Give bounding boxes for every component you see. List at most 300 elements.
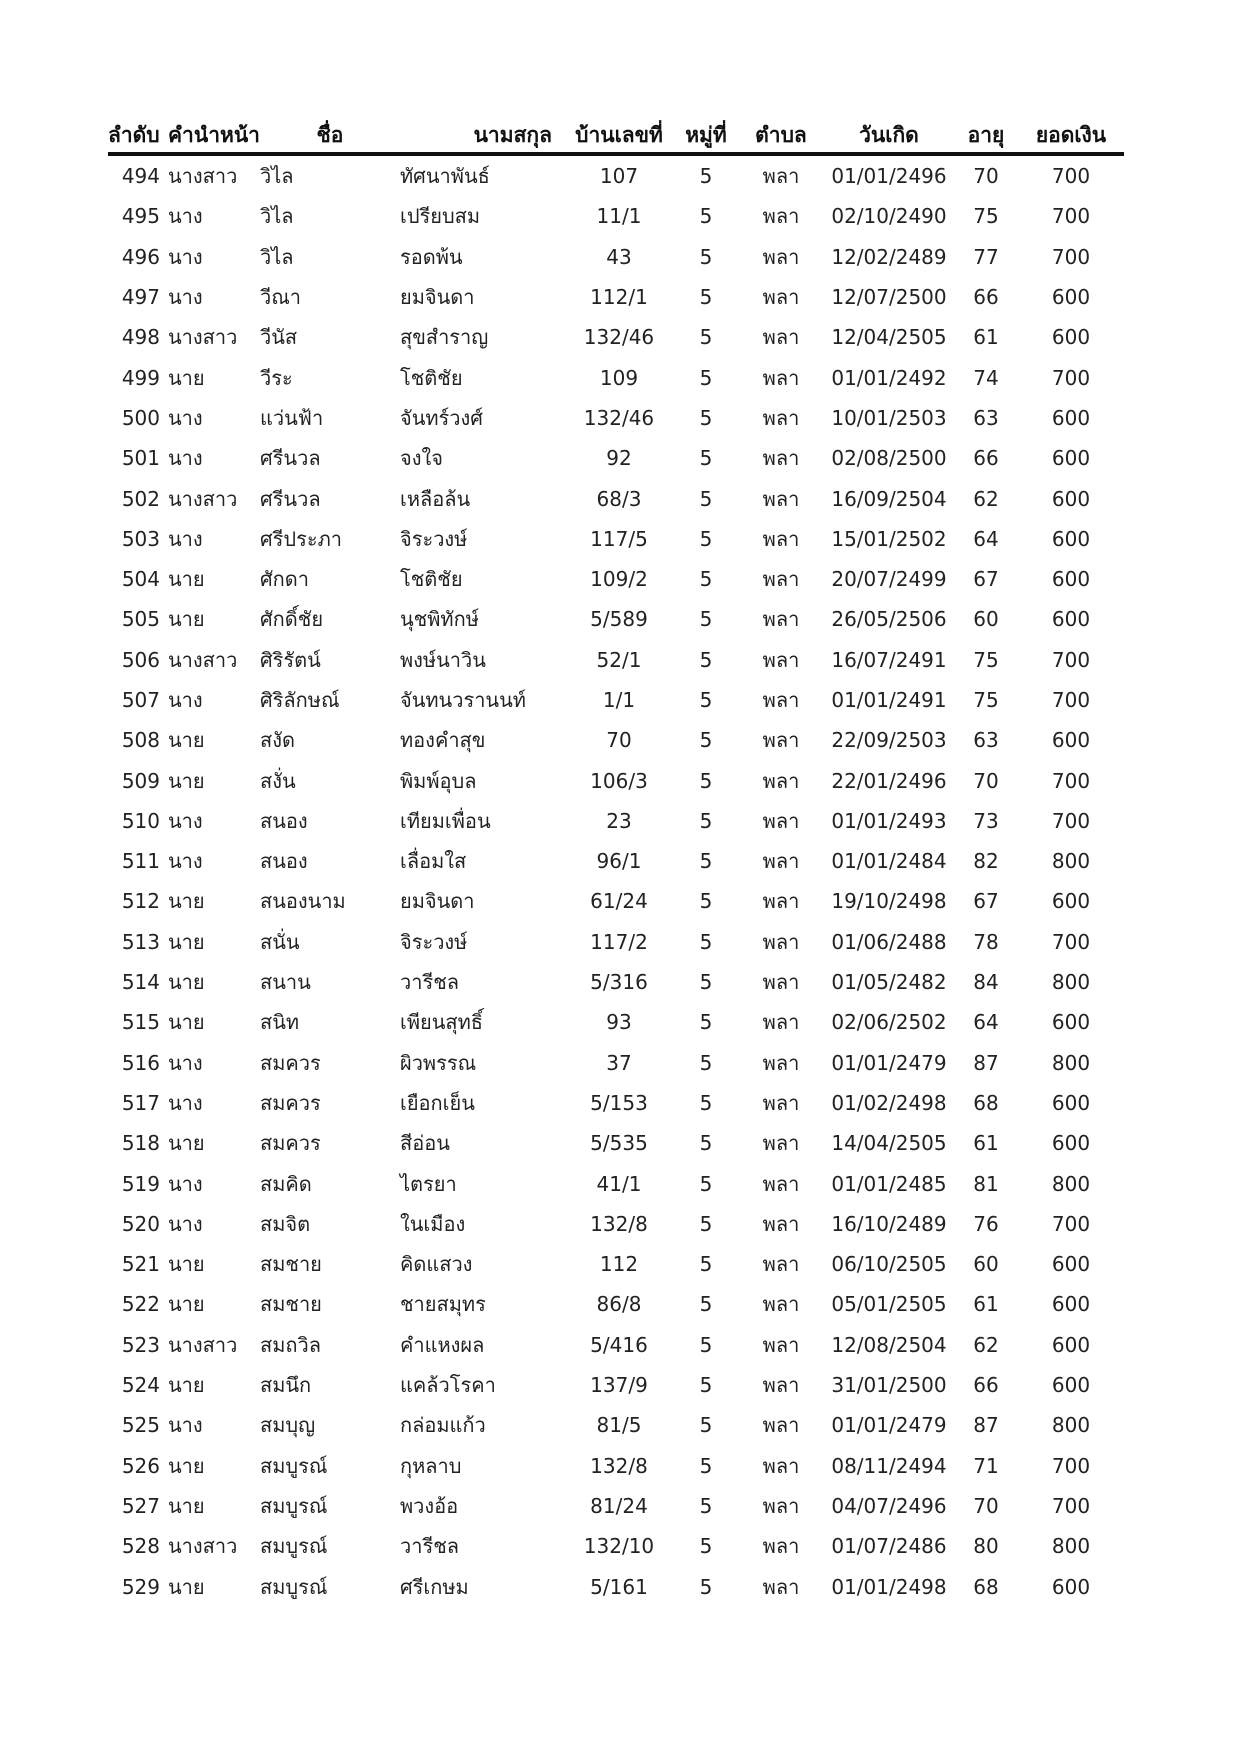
cell-surname: ในเมือง — [399, 1211, 466, 1236]
cell-moo: 5 — [699, 365, 713, 390]
cell-moo: 5 — [699, 889, 713, 914]
cell-age: 61 — [973, 1292, 999, 1317]
cell-surname: จันทนวรานนท์ — [399, 688, 526, 712]
cell-surname: ทองคำสุข — [399, 728, 486, 753]
cell-house-no: 5/153 — [590, 1090, 648, 1115]
cell-first-name: ศักดา — [259, 567, 310, 592]
table-row — [108, 640, 1124, 680]
cell-no: 509 — [121, 768, 160, 793]
cell-moo: 5 — [699, 1493, 713, 1518]
cell-tambon: พลา — [762, 244, 800, 269]
cell-surname: ยมจินดา — [399, 889, 475, 914]
cell-no: 498 — [121, 325, 160, 350]
cell-birth-date: 02/10/2490 — [831, 204, 947, 229]
cell-surname: คิดแสวง — [399, 1252, 473, 1277]
cell-age: 87 — [973, 1050, 999, 1075]
cell-amount: 600 — [1051, 1574, 1091, 1599]
cell-first-name: สนาน — [259, 970, 311, 995]
cell-amount: 600 — [1051, 1332, 1091, 1357]
cell-tambon: พลา — [762, 849, 800, 874]
header-moo: หมู่ที่ — [674, 118, 738, 154]
cell-prefix: นาย — [168, 1574, 205, 1599]
cell-amount: 700 — [1051, 929, 1091, 954]
cell-tambon: พลา — [762, 567, 800, 592]
cell-age: 82 — [973, 849, 999, 874]
cell-birth-date: 01/01/2493 — [831, 808, 947, 833]
cell-amount: 600 — [1051, 446, 1091, 471]
cell-tambon: พลา — [762, 1292, 800, 1317]
cell-surname: สีอ่อน — [399, 1131, 450, 1156]
header-age: อายุ — [954, 118, 1018, 154]
cell-birth-date: 01/06/2488 — [831, 929, 947, 954]
cell-no: 523 — [121, 1332, 160, 1357]
cell-house-no: 86/8 — [596, 1292, 642, 1317]
cell-no: 529 — [121, 1574, 160, 1599]
cell-house-no: 109/2 — [590, 567, 648, 592]
cell-prefix: นาย — [168, 365, 205, 390]
cell-age: 78 — [973, 929, 999, 954]
cell-moo: 5 — [699, 1252, 713, 1277]
cell-prefix: นาง — [168, 1171, 203, 1196]
header-tambon: ตำบล — [738, 118, 824, 154]
cell-house-no: 37 — [606, 1050, 632, 1075]
table-row — [108, 1526, 1124, 1566]
cell-moo: 5 — [699, 486, 713, 511]
cell-no: 500 — [121, 405, 160, 430]
cell-first-name: สนองนาม — [259, 889, 346, 914]
cell-birth-date: 01/01/2491 — [831, 688, 947, 712]
cell-birth-date: 01/01/2496 — [831, 164, 947, 189]
cell-birth-date: 15/01/2502 — [831, 526, 947, 551]
table-row — [108, 1284, 1124, 1324]
cell-tambon: พลา — [762, 768, 800, 793]
cell-moo: 5 — [699, 929, 713, 954]
cell-no: 519 — [121, 1171, 160, 1196]
cell-surname: ยมจินดา — [399, 285, 475, 310]
cell-tambon: พลา — [762, 365, 800, 390]
cell-amount: 700 — [1051, 768, 1091, 793]
cell-amount: 700 — [1051, 1453, 1091, 1478]
cell-age: 76 — [973, 1211, 999, 1236]
cell-age: 68 — [973, 1574, 999, 1599]
cell-tambon: พลา — [762, 1493, 800, 1518]
table-row — [108, 519, 1124, 559]
cell-tambon: พลา — [762, 486, 800, 511]
cell-house-no: 92 — [606, 446, 632, 471]
table-row — [108, 1043, 1124, 1083]
table-row — [108, 720, 1124, 760]
cell-moo: 5 — [699, 567, 713, 592]
cell-surname: เหลือล้น — [399, 486, 471, 511]
table-row — [108, 1486, 1124, 1526]
cell-prefix: นาย — [168, 929, 205, 954]
cell-amount: 600 — [1051, 1373, 1091, 1398]
cell-first-name: สนอง — [259, 808, 308, 833]
cell-prefix: นาง — [168, 1090, 203, 1115]
cell-birth-date: 10/01/2503 — [831, 405, 947, 430]
cell-tambon: พลา — [762, 647, 800, 672]
cell-tambon: พลา — [762, 1010, 800, 1035]
cell-surname: พวงอ้อ — [399, 1493, 459, 1518]
cell-first-name: ศรีประภา — [259, 526, 343, 551]
cell-prefix: นาย — [168, 1131, 205, 1156]
cell-moo: 5 — [699, 1453, 713, 1478]
cell-moo: 5 — [699, 688, 713, 712]
cell-amount: 600 — [1051, 405, 1091, 430]
cell-amount: 600 — [1051, 728, 1091, 753]
cell-surname: ผิวพรรณ — [399, 1050, 477, 1075]
table-row — [108, 1002, 1124, 1042]
cell-age: 68 — [973, 1090, 999, 1115]
cell-amount: 600 — [1051, 486, 1091, 511]
table-row — [108, 1163, 1124, 1203]
cell-amount: 700 — [1051, 688, 1091, 712]
cell-house-no: 96/1 — [596, 849, 642, 874]
cell-first-name: ศิริรัตน์ — [259, 647, 321, 672]
cell-age: 70 — [973, 164, 999, 189]
cell-no: 508 — [121, 728, 160, 753]
cell-surname: สุขสำราญ — [399, 325, 489, 350]
cell-house-no: 137/9 — [590, 1373, 648, 1398]
header-birth-date: วันเกิด — [824, 118, 954, 154]
cell-prefix: นางสาว — [168, 647, 238, 672]
cell-prefix: นาย — [168, 567, 205, 592]
cell-no: 506 — [121, 647, 160, 672]
cell-surname: เพียนสุทธิ์ — [399, 1010, 483, 1035]
cell-age: 60 — [973, 607, 999, 632]
cell-moo: 5 — [699, 849, 713, 874]
cell-prefix: นาง — [168, 446, 203, 471]
table-row — [108, 1083, 1124, 1123]
cell-moo: 5 — [699, 1131, 713, 1156]
table-row — [108, 196, 1124, 236]
cell-birth-date: 12/07/2500 — [831, 285, 947, 310]
cell-moo: 5 — [699, 285, 713, 310]
cell-surname: เยือกเย็น — [399, 1090, 475, 1115]
cell-first-name: สนอง — [259, 849, 308, 874]
cell-first-name: สมบุญ — [259, 1413, 316, 1438]
cell-tambon: พลา — [762, 1171, 800, 1196]
cell-house-no: 112 — [599, 1252, 639, 1277]
cell-tambon: พลา — [762, 808, 800, 833]
cell-prefix: นาง — [168, 1211, 203, 1236]
cell-first-name: สมบูรณ์ — [259, 1534, 328, 1559]
cell-age: 70 — [973, 768, 999, 793]
cell-surname: กล่อมแก้ว — [399, 1413, 486, 1438]
cell-no: 528 — [121, 1534, 160, 1559]
cell-moo: 5 — [699, 1211, 713, 1236]
cell-moo: 5 — [699, 1010, 713, 1035]
cell-no: 501 — [121, 446, 160, 471]
cell-moo: 5 — [699, 1171, 713, 1196]
cell-house-no: 93 — [606, 1010, 632, 1035]
cell-first-name: สมคิด — [259, 1171, 312, 1196]
cell-age: 87 — [973, 1413, 999, 1438]
cell-age: 71 — [973, 1453, 999, 1478]
cell-first-name: สมจิต — [259, 1211, 311, 1236]
cell-age: 74 — [973, 365, 999, 390]
cell-no: 502 — [121, 486, 160, 511]
cell-surname: คำแหงผล — [399, 1332, 485, 1357]
cell-tambon: พลา — [762, 607, 800, 632]
cell-moo: 5 — [699, 1574, 713, 1599]
cell-prefix: นาย — [168, 728, 205, 753]
cell-prefix: นาง — [168, 526, 203, 551]
cell-first-name: วิไล — [259, 244, 294, 269]
cell-birth-date: 22/01/2496 — [831, 768, 947, 793]
cell-prefix: นาง — [168, 1413, 203, 1438]
cell-house-no: 132/46 — [583, 325, 655, 350]
cell-amount: 700 — [1051, 204, 1091, 229]
cell-tambon: พลา — [762, 929, 800, 954]
table-row — [108, 1365, 1124, 1405]
cell-age: 75 — [973, 647, 999, 672]
cell-no: 497 — [121, 285, 160, 310]
cell-first-name: ศรีนวล — [259, 486, 321, 511]
cell-amount: 700 — [1051, 244, 1091, 269]
cell-first-name: สมควร — [259, 1131, 321, 1156]
cell-prefix: นาย — [168, 1453, 205, 1478]
cell-amount: 700 — [1051, 1493, 1091, 1518]
cell-prefix: นาง — [168, 849, 203, 874]
cell-age: 66 — [973, 1373, 999, 1398]
cell-first-name: สมควร — [259, 1090, 321, 1115]
cell-first-name: สนิท — [259, 1010, 300, 1035]
cell-prefix: นาง — [168, 1050, 203, 1075]
cell-first-name: วีณา — [259, 285, 301, 310]
cell-no: 499 — [121, 365, 160, 390]
cell-moo: 5 — [699, 1292, 713, 1317]
cell-tambon: พลา — [762, 1211, 800, 1236]
table-row — [108, 881, 1124, 921]
cell-moo: 5 — [699, 446, 713, 471]
cell-house-no: 61/24 — [590, 889, 648, 914]
cell-birth-date: 01/01/2485 — [831, 1171, 947, 1196]
cell-no: 518 — [121, 1131, 160, 1156]
cell-moo: 5 — [699, 1534, 713, 1559]
cell-birth-date: 02/08/2500 — [831, 446, 947, 471]
cell-amount: 600 — [1051, 1131, 1091, 1156]
cell-moo: 5 — [699, 768, 713, 793]
cell-house-no: 132/10 — [583, 1534, 655, 1559]
cell-birth-date: 05/01/2505 — [831, 1292, 947, 1317]
cell-surname: พงษ์นาวิน — [399, 647, 486, 672]
cell-age: 63 — [973, 728, 999, 753]
cell-prefix: นาย — [168, 1292, 205, 1317]
cell-amount: 700 — [1051, 1211, 1091, 1236]
cell-age: 64 — [973, 1010, 999, 1035]
cell-tambon: พลา — [762, 1050, 800, 1075]
cell-birth-date: 12/02/2489 — [831, 244, 947, 269]
cell-moo: 5 — [699, 970, 713, 995]
cell-no: 512 — [121, 889, 160, 914]
cell-surname: จงใจ — [399, 446, 443, 471]
cell-birth-date: 01/01/2479 — [831, 1050, 947, 1075]
cell-moo: 5 — [699, 607, 713, 632]
cell-surname: ทัศนาพันธ์ — [399, 164, 490, 189]
cell-no: 524 — [121, 1373, 160, 1398]
cell-house-no: 132/46 — [583, 405, 655, 430]
cell-house-no: 52/1 — [596, 647, 642, 672]
table-row — [108, 237, 1124, 277]
cell-tambon: พลา — [762, 405, 800, 430]
cell-tambon: พลา — [762, 1453, 800, 1478]
header-prefix: คำนำหน้า — [168, 118, 260, 154]
cell-prefix: นาง — [168, 204, 203, 229]
cell-moo: 5 — [699, 1050, 713, 1075]
cell-prefix: นางสาว — [168, 325, 238, 350]
table-row — [108, 478, 1124, 518]
cell-surname: แคล้วโรคา — [399, 1373, 496, 1398]
cell-surname: จิระวงษ์ — [399, 526, 468, 551]
cell-no: 515 — [121, 1010, 160, 1035]
cell-surname: รอดพ้น — [399, 244, 463, 269]
cell-house-no: 81/5 — [596, 1413, 642, 1438]
table-row — [108, 599, 1124, 639]
cell-amount: 700 — [1051, 365, 1091, 390]
cell-moo: 5 — [699, 647, 713, 672]
cell-age: 64 — [973, 526, 999, 551]
cell-tambon: พลา — [762, 889, 800, 914]
elderly-allowance-table — [108, 118, 1124, 1607]
cell-birth-date: 22/09/2503 — [831, 728, 947, 753]
cell-house-no: 81/24 — [590, 1493, 648, 1518]
cell-birth-date: 01/01/2498 — [831, 1574, 947, 1599]
cell-house-no: 11/1 — [596, 204, 642, 229]
cell-age: 75 — [973, 688, 999, 712]
cell-first-name: สงัด — [259, 728, 295, 753]
cell-no: 504 — [121, 567, 160, 592]
header-surname: นามสกุล — [400, 118, 564, 154]
cell-moo: 5 — [699, 325, 713, 350]
cell-tambon: พลา — [762, 325, 800, 350]
cell-birth-date: 02/06/2502 — [831, 1010, 947, 1035]
cell-surname: เทียมเพื่อน — [399, 808, 491, 833]
cell-no: 503 — [121, 526, 160, 551]
cell-house-no: 1/1 — [602, 688, 636, 712]
cell-moo: 5 — [699, 1413, 713, 1438]
cell-tambon: พลา — [762, 1252, 800, 1277]
cell-birth-date: 01/02/2498 — [831, 1090, 947, 1115]
cell-surname: ศรีเกษม — [399, 1574, 469, 1599]
cell-first-name: สมบูรณ์ — [259, 1574, 328, 1599]
cell-first-name: สนั่น — [259, 929, 300, 954]
cell-tambon: พลา — [762, 1131, 800, 1156]
table-row — [108, 922, 1124, 962]
cell-moo: 5 — [699, 1090, 713, 1115]
cell-birth-date: 04/07/2496 — [831, 1493, 947, 1518]
table-body — [108, 154, 1124, 1607]
cell-house-no: 117/5 — [590, 526, 648, 551]
cell-surname: วารีชล — [399, 1534, 460, 1559]
cell-surname: พิมพ์อุบล — [399, 768, 477, 793]
cell-house-no: 112/1 — [590, 285, 648, 310]
cell-prefix: นาย — [168, 1373, 205, 1398]
table-row — [108, 1244, 1124, 1284]
cell-tambon: พลา — [762, 446, 800, 471]
cell-house-no: 109 — [599, 365, 639, 390]
cell-tambon: พลา — [762, 526, 800, 551]
cell-moo: 5 — [699, 526, 713, 551]
cell-house-no: 117/2 — [590, 929, 648, 954]
cell-birth-date: 19/10/2498 — [831, 889, 947, 914]
table-row — [108, 277, 1124, 317]
cell-age: 63 — [973, 405, 999, 430]
cell-surname: โชติชัย — [399, 365, 463, 390]
cell-age: 81 — [973, 1171, 999, 1196]
cell-age: 66 — [973, 285, 999, 310]
cell-moo: 5 — [699, 164, 713, 189]
cell-amount: 800 — [1051, 1534, 1091, 1559]
cell-amount: 700 — [1051, 808, 1091, 833]
cell-prefix: นางสาว — [168, 1332, 238, 1357]
cell-amount: 600 — [1051, 567, 1091, 592]
cell-tambon: พลา — [762, 1332, 800, 1357]
cell-birth-date: 01/01/2484 — [831, 849, 947, 874]
cell-surname: จันทร์วงศ์ — [399, 405, 483, 430]
cell-birth-date: 06/10/2505 — [831, 1252, 947, 1277]
cell-house-no: 5/589 — [590, 607, 648, 632]
cell-moo: 5 — [699, 405, 713, 430]
cell-birth-date: 14/04/2505 — [831, 1131, 947, 1156]
cell-surname: ชายสมุทร — [399, 1292, 486, 1317]
cell-no: 496 — [121, 244, 160, 269]
cell-tambon: พลา — [762, 285, 800, 310]
header-no: ลำดับ — [108, 118, 168, 154]
cell-house-no: 106/3 — [590, 768, 648, 793]
cell-no: 507 — [121, 688, 160, 712]
cell-no: 510 — [121, 808, 160, 833]
cell-tambon: พลา — [762, 688, 800, 712]
cell-amount: 600 — [1051, 1252, 1091, 1277]
table-row — [108, 154, 1124, 196]
cell-first-name: วิไล — [259, 164, 294, 189]
cell-birth-date: 01/01/2492 — [831, 365, 947, 390]
cell-birth-date: 16/07/2491 — [831, 647, 947, 672]
cell-first-name: วีระ — [259, 365, 293, 390]
cell-tambon: พลา — [762, 970, 800, 995]
cell-surname: เลื่อมใส — [399, 849, 467, 874]
cell-amount: 800 — [1051, 1050, 1091, 1075]
cell-prefix: นาย — [168, 1010, 205, 1035]
cell-prefix: นาง — [168, 405, 203, 430]
cell-prefix: นาย — [168, 768, 205, 793]
cell-birth-date: 01/01/2479 — [831, 1413, 947, 1438]
cell-birth-date: 08/11/2494 — [831, 1453, 947, 1478]
cell-amount: 600 — [1051, 285, 1091, 310]
cell-house-no: 5/535 — [590, 1131, 648, 1156]
table-row — [108, 962, 1124, 1002]
cell-birth-date: 01/07/2486 — [831, 1534, 947, 1559]
cell-amount: 800 — [1051, 1171, 1091, 1196]
table-row — [108, 680, 1124, 720]
cell-age: 61 — [973, 1131, 999, 1156]
table-row — [108, 1566, 1124, 1606]
table-row — [108, 1325, 1124, 1365]
cell-age: 73 — [973, 808, 999, 833]
cell-moo: 5 — [699, 808, 713, 833]
cell-amount: 600 — [1051, 1090, 1091, 1115]
cell-house-no: 5/316 — [590, 970, 648, 995]
cell-house-no: 5/161 — [590, 1574, 648, 1599]
cell-no: 513 — [121, 929, 160, 954]
table-row — [108, 357, 1124, 397]
cell-first-name: สมนึก — [259, 1373, 312, 1398]
cell-birth-date: 01/05/2482 — [831, 970, 947, 995]
cell-surname: วารีชล — [399, 970, 460, 995]
cell-birth-date: 31/01/2500 — [831, 1373, 947, 1398]
cell-age: 75 — [973, 204, 999, 229]
